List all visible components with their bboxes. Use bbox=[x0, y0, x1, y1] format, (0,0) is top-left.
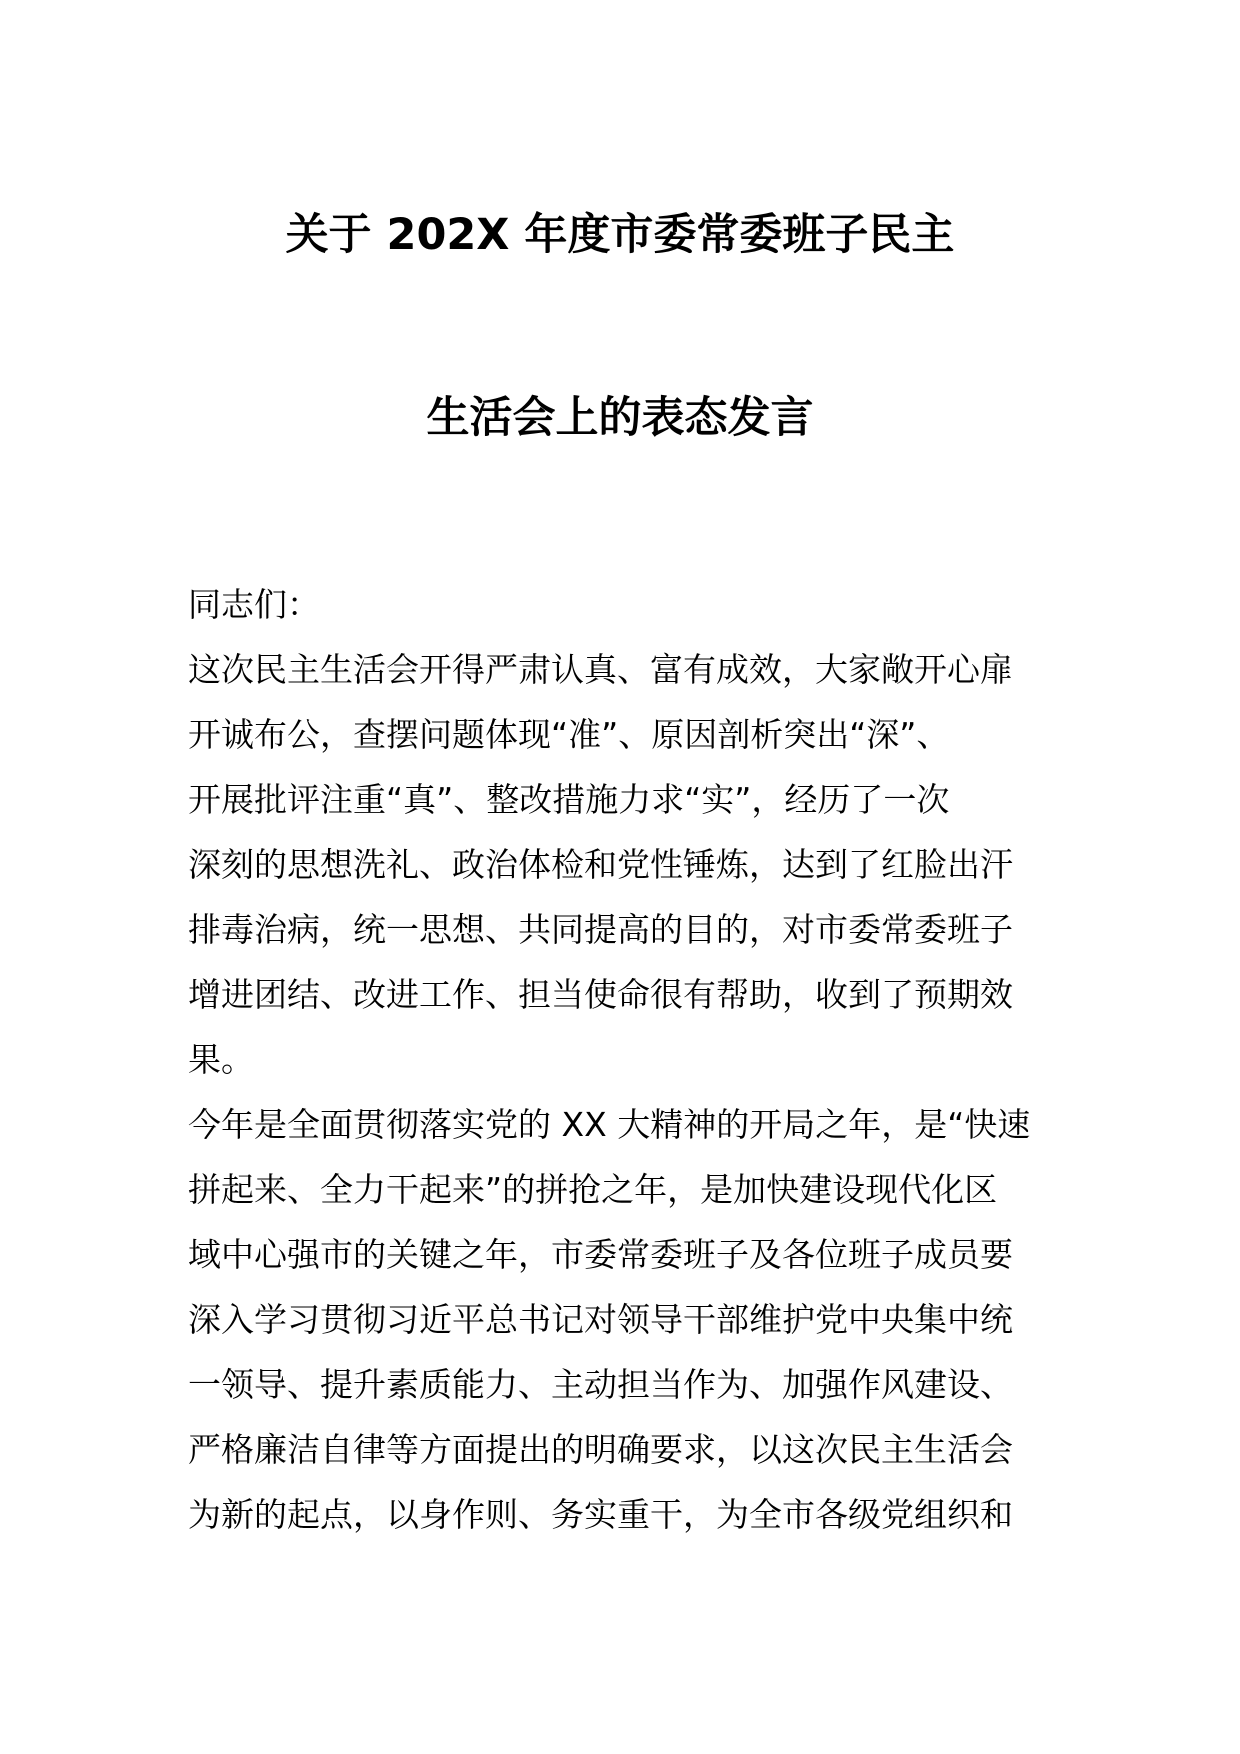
paragraph-line: 今年是全面贯彻落实党的 XX 大精神的开局之年，是“快速 bbox=[188, 1105, 1031, 1144]
document-title-line-2: 生活会上的表态发言 bbox=[426, 393, 814, 443]
paragraph-line: 开展批评注重“真”、整改措施力求“实”，经历了一次 bbox=[188, 780, 950, 819]
paragraph-line: 排毒治病，统一思想、共同提高的目的，对市委常委班子 bbox=[188, 910, 1013, 949]
paragraph-line: 域中心强市的关键之年，市委常委班子及各位班子成员要 bbox=[188, 1235, 1013, 1274]
paragraph-line: 拼起来、全力干起来”的拼抢之年，是加快建设现代化区 bbox=[188, 1170, 998, 1209]
salutation: 同志们： bbox=[188, 585, 320, 624]
paragraph-line: 这次民主生活会开得严肃认真、富有成效，大家敞开心扉 bbox=[188, 650, 1013, 689]
paragraph-line: 严格廉洁自律等方面提出的明确要求，以这次民主生活会 bbox=[188, 1430, 1013, 1469]
paragraph-line: 开诚布公，查摆问题体现“准”、原因剖析突出“深”、 bbox=[188, 715, 950, 754]
paragraph-line: 一领导、提升素质能力、主动担当作为、加强作风建设、 bbox=[188, 1365, 1013, 1404]
document-title-line-1: 关于 202X 年度市委常委班子民主 bbox=[285, 210, 955, 260]
paragraph-line: 增进团结、改进工作、担当使命很有帮助，收到了预期效 bbox=[188, 975, 1013, 1014]
paragraph-line: 深刻的思想洗礼、政治体检和党性锤炼，达到了红脸出汗 bbox=[188, 845, 1013, 884]
paragraph-1 bbox=[188, 637, 1068, 1092]
paragraph-line: 为新的起点，以身作则、务实重干，为全市各级党组织和 bbox=[188, 1495, 1013, 1534]
paragraph-2 bbox=[188, 1092, 1068, 1547]
paragraph-line: 果。 bbox=[188, 1040, 254, 1079]
paragraph-line: 深入学习贯彻习近平总书记对领导干部维护党中央集中统 bbox=[188, 1300, 1013, 1339]
